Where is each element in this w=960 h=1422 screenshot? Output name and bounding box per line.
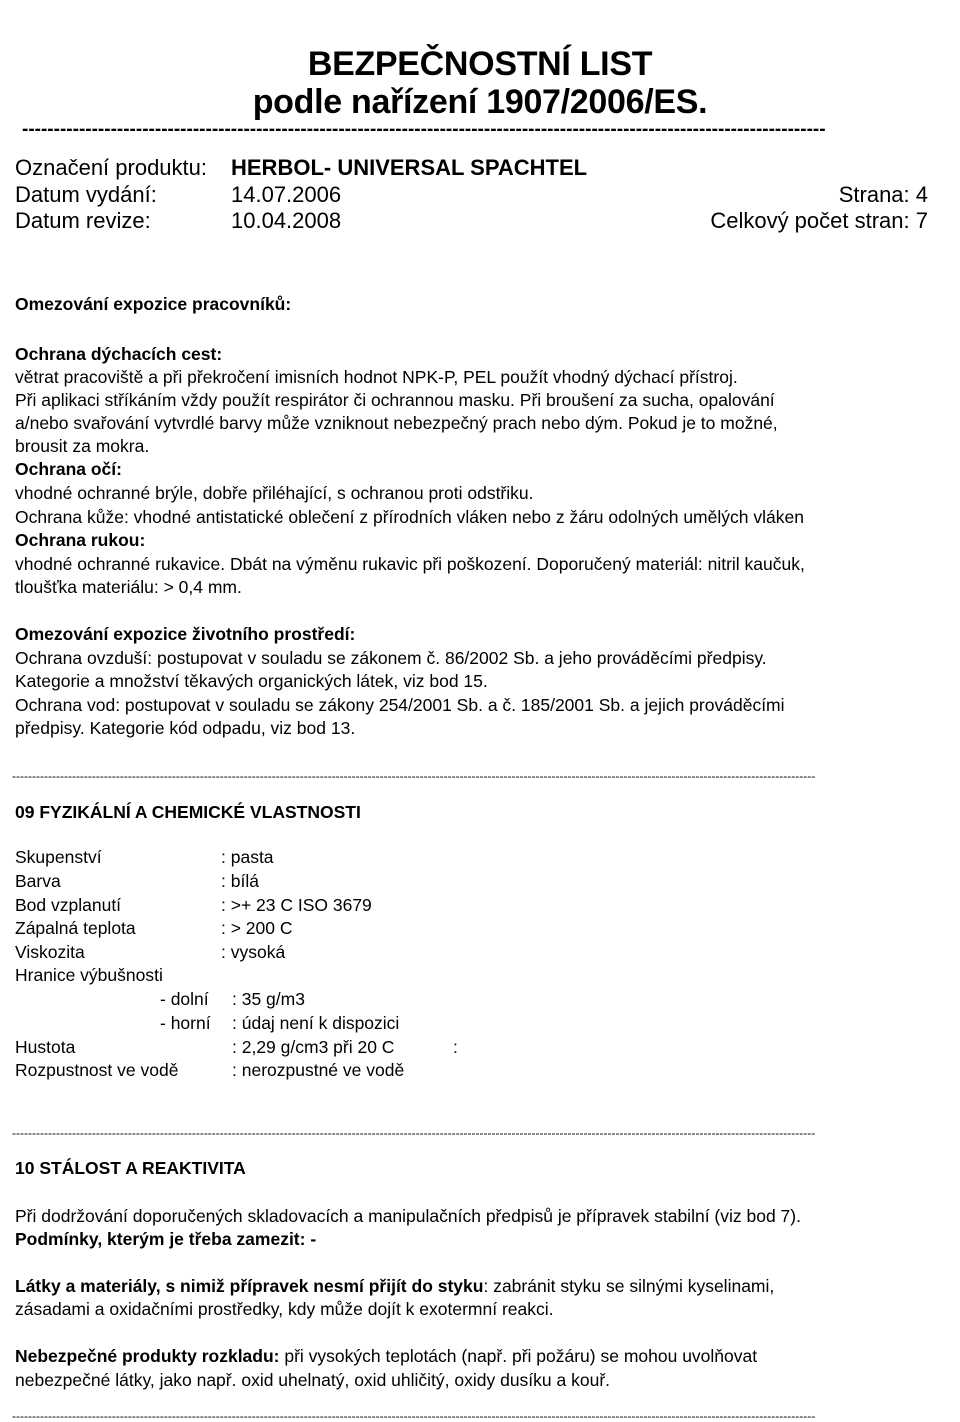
property-label: Hranice výbušnosti bbox=[15, 965, 163, 985]
section-separator: --------------------------------------------------------------------------------------------------------------------------------------------------------------------------------------------------------- bbox=[12, 1410, 816, 1422]
conditions-heading: Podmínky, kterým je třeba zamezit: - bbox=[15, 1229, 317, 1249]
materials-text-line2: zásadami a oxidačními prostředky, kdy může dojít k exotermní reakci. bbox=[15, 1299, 554, 1319]
section-09-heading: 09 FYZIKÁLNÍ A CHEMICKÉ VLASTNOSTI bbox=[15, 802, 361, 822]
materials-paragraph bbox=[15, 1275, 774, 1298]
property-value: : nerozpustné ve vodě bbox=[232, 1060, 405, 1080]
page-number: Strana: 4 bbox=[838, 182, 928, 207]
total-pages: Celkový počet stran: 7 bbox=[710, 208, 928, 233]
environment-exposure-heading: Omezování expozice životního prostředí: bbox=[15, 624, 356, 644]
property-sublabel: - horní bbox=[160, 1013, 211, 1033]
respiratory-heading: Ochrana dýchacích cest: bbox=[15, 344, 223, 364]
property-value: : vysoká bbox=[221, 942, 286, 962]
property-label: Hustota bbox=[15, 1037, 76, 1057]
materials-text: : zabránit styku se silnými kyselinami, bbox=[483, 1276, 775, 1296]
revision-date-label: Datum revize: bbox=[15, 208, 151, 233]
environment-line: předpisy. Kategorie kód odpadu, viz bod 13. bbox=[15, 718, 356, 738]
property-value: : 2,29 g/cm3 při 20 C bbox=[232, 1037, 395, 1057]
section-separator: --------------------------------------------------------------------------------------------------------------------------------------------------------------------------------------------------------- bbox=[12, 770, 816, 782]
property-extra: : bbox=[453, 1037, 458, 1057]
materials-heading: Látky a materiály, s nimiž přípravek nesmí přijít do styku bbox=[15, 1276, 484, 1296]
header-dash-line: ------------------------------------------------------------------------------------------------------------------------------- bbox=[22, 120, 826, 140]
property-value: : pasta bbox=[221, 847, 274, 867]
property-label: Viskozita bbox=[15, 942, 85, 962]
hands-line: vhodné ochranné rukavice. Dbát na výměnu rukavic při poškození. Doporučený materiál: nitril kaučuk, bbox=[15, 554, 805, 574]
issue-date-label: Datum vydání: bbox=[15, 182, 157, 207]
hands-heading: Ochrana rukou: bbox=[15, 530, 146, 550]
decomposition-paragraph bbox=[15, 1345, 757, 1368]
property-label: Skupenství bbox=[15, 847, 102, 867]
document-title: BEZPEČNOSTNÍ LIST bbox=[307, 45, 653, 83]
respiratory-line: a/nebo svařování vytvrdlé barvy může vzniknout nebezpečný prach nebo dým. Pokud je to možné, bbox=[15, 413, 778, 433]
property-value: : >+ 23 C ISO 3679 bbox=[221, 895, 372, 915]
product-value: HERBOL- UNIVERSAL SPACHTEL bbox=[231, 155, 588, 180]
property-value: : > 200 C bbox=[221, 918, 293, 938]
workers-exposure-heading: Omezování expozice pracovníků: bbox=[15, 294, 292, 314]
skin-text: Ochrana kůže: vhodné antistatické oblečení z přírodních vláken nebo z žáru odolných umělých vláken bbox=[15, 507, 804, 527]
stability-text: Při dodržování doporučených skladovacích a manipulačních předpisů je přípravek stabilní (viz bod 7). bbox=[15, 1206, 801, 1226]
respiratory-line: brousit za mokra. bbox=[15, 436, 150, 456]
document-subtitle: podle nařízení 1907/2006/ES. bbox=[252, 83, 708, 121]
product-label: Označení produktu: bbox=[15, 155, 208, 180]
respiratory-line: větrat pracoviště a při překročení imisních hodnot NPK-P, PEL použít vhodný dýchací přístroj. bbox=[15, 367, 738, 387]
property-value: : údaj není k dispozici bbox=[232, 1013, 400, 1033]
property-label: Zápalná teplota bbox=[15, 918, 136, 938]
issue-date-value: 14.07.2006 bbox=[231, 182, 342, 207]
property-value: : 35 g/m3 bbox=[232, 989, 305, 1009]
decomposition-heading: Nebezpečné produkty rozkladu: bbox=[15, 1346, 280, 1366]
property-label: Rozpustnost ve vodě bbox=[15, 1060, 179, 1080]
decomposition-text-line2: nebezpečné látky, jako např. oxid uhelnatý, oxid uhličitý, oxidy dusíku a kouř. bbox=[15, 1370, 611, 1390]
property-label: Bod vzplanutí bbox=[15, 895, 122, 915]
environment-line: Kategorie a množství těkavých organických látek, viz bod 15. bbox=[15, 671, 488, 691]
section-10-heading: 10 STÁLOST A REAKTIVITA bbox=[15, 1158, 246, 1178]
eyes-text: vhodné ochranné brýle, dobře přiléhající, s ochranou proti odstřiku. bbox=[15, 483, 534, 503]
section-separator: --------------------------------------------------------------------------------------------------------------------------------------------------------------------------------------------------------- bbox=[12, 1127, 816, 1139]
environment-line: Ochrana vod: postupovat v souladu se zákony 254/2001 Sb. a č. 185/2001 Sb. a jejich prováděcími bbox=[15, 695, 785, 715]
decomposition-text: při vysokých teplotách (např. při požáru) se mohou uvolňovat bbox=[279, 1346, 758, 1366]
environment-line: Ochrana ovzduší: postupovat v souladu se zákonem č. 86/2002 Sb. a jeho prováděcími předpisy. bbox=[15, 648, 767, 668]
revision-date-value: 10.04.2008 bbox=[231, 208, 342, 233]
property-sublabel: - dolní bbox=[160, 989, 209, 1009]
property-value: : bílá bbox=[221, 871, 259, 891]
respiratory-line: Při aplikaci stříkáním vždy použít respirátor či ochrannou masku. Při broušení za sucha, opalování bbox=[15, 390, 775, 410]
property-label: Barva bbox=[15, 871, 61, 891]
eyes-heading: Ochrana očí: bbox=[15, 459, 122, 479]
hands-line: tloušťka materiálu: > 0,4 mm. bbox=[15, 577, 242, 597]
